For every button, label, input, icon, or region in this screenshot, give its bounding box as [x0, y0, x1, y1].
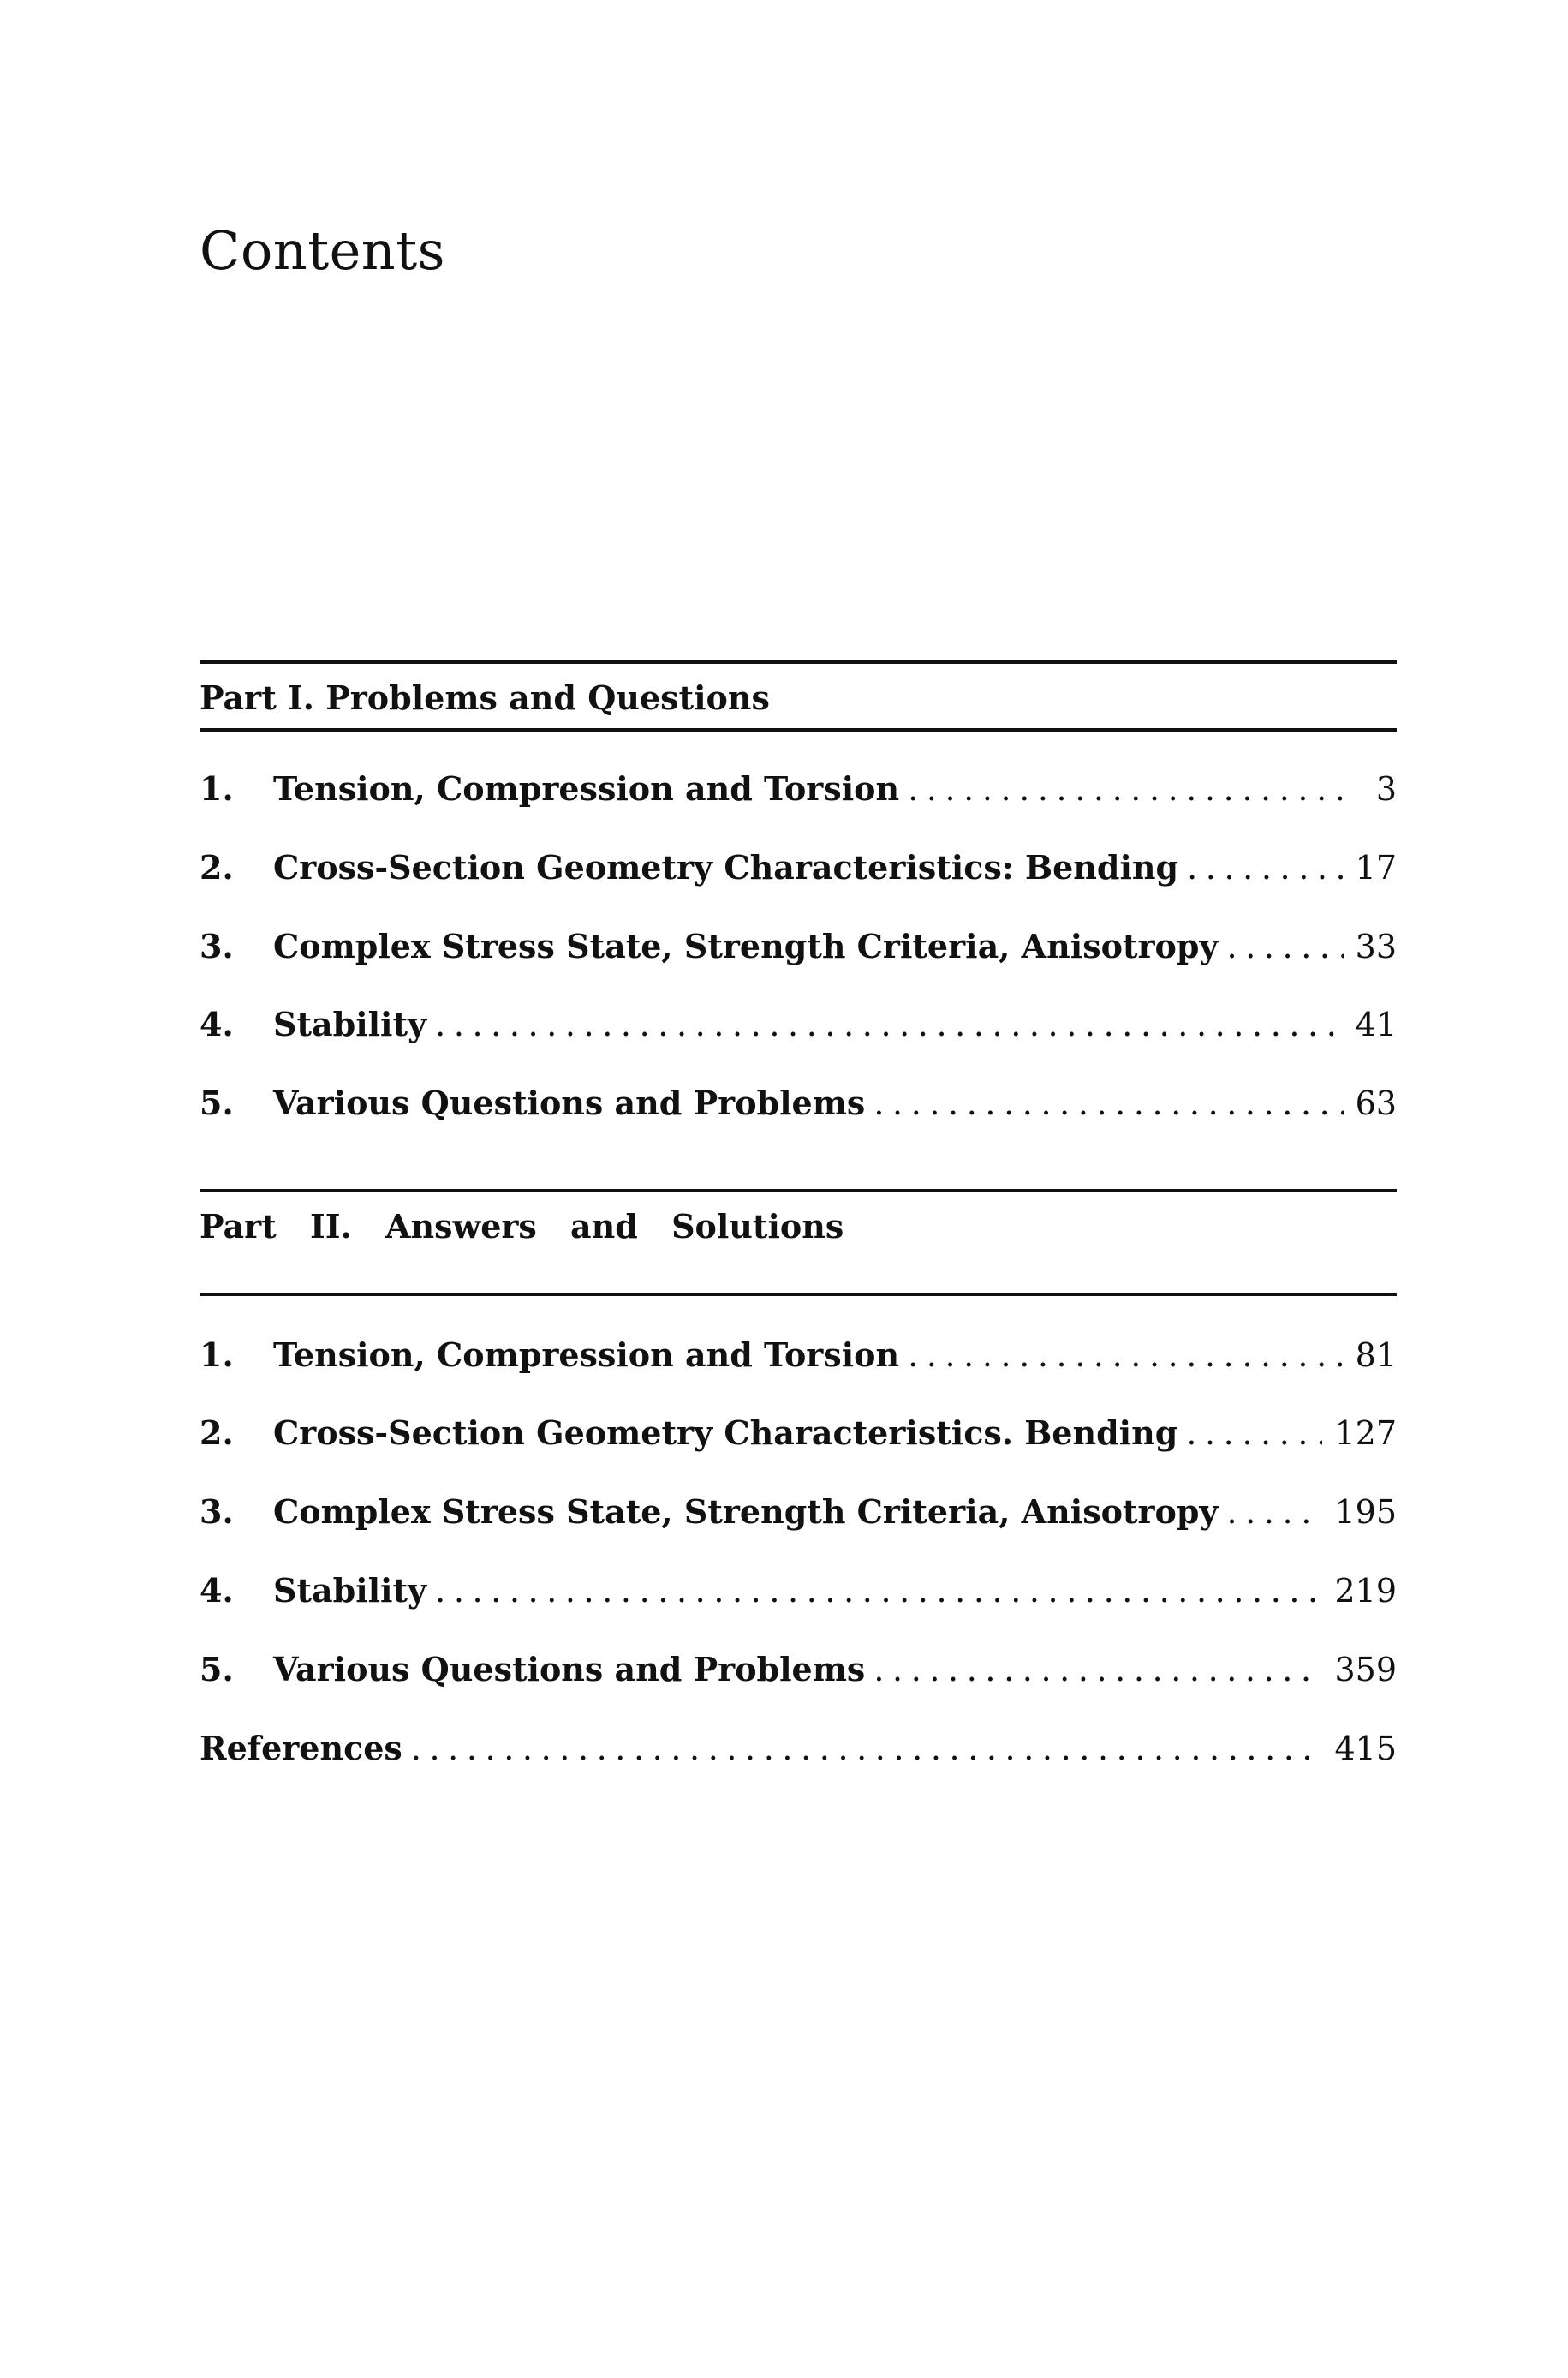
entry-title: Stability: [273, 1571, 427, 1610]
entry-title: Complex Stress State, Strength Criteria, Anisotropy: [273, 1492, 1219, 1531]
entry-page-number: 41: [1355, 1006, 1397, 1043]
dot-leader: [1227, 925, 1344, 968]
entry-title: Stability: [273, 1005, 427, 1043]
entry-number: 5.: [200, 1084, 234, 1122]
entry-page-number: 3: [1375, 770, 1397, 808]
part-1-top-rule: [200, 660, 1397, 664]
entry-number: 3.: [200, 1492, 234, 1531]
toc-entry-part1-ch2[interactable]: [200, 846, 1397, 889]
toc-entry-part2-ch4[interactable]: [200, 1569, 1397, 1612]
entry-number: 1.: [200, 1335, 234, 1374]
entry-title: Cross-Section Geometry Characteristics: Bending: [273, 848, 1179, 887]
entry-title: References: [200, 1729, 402, 1767]
entry-number: 2.: [200, 1413, 234, 1452]
toc-entry-part1-ch5[interactable]: [200, 1082, 1397, 1125]
dot-leader: [1227, 1491, 1323, 1533]
entry-page-number: 81: [1355, 1336, 1397, 1374]
entry-page-number: 415: [1334, 1730, 1397, 1767]
dot-leader: [1186, 1412, 1322, 1455]
dot-leader: [908, 1334, 1344, 1377]
toc-entry-part1-ch3[interactable]: [200, 925, 1397, 968]
toc-entry-part2-ch5[interactable]: [200, 1648, 1397, 1691]
dot-leader: [873, 1082, 1343, 1125]
entry-number: 4.: [200, 1005, 234, 1043]
entry-page-number: 63: [1355, 1084, 1397, 1122]
entry-page-number: 195: [1334, 1493, 1397, 1531]
toc-entry-references[interactable]: [200, 1727, 1397, 1770]
part-2-top-rule: [200, 1189, 1397, 1192]
dot-leader: [411, 1727, 1323, 1770]
dot-leader: [908, 768, 1347, 810]
toc-entry-part2-ch2[interactable]: [200, 1412, 1397, 1455]
entry-title: Complex Stress State, Strength Criteria, Anisotropy: [273, 927, 1219, 965]
toc-entry-part1-ch1[interactable]: [200, 768, 1397, 810]
entry-title: Tension, Compression and Torsion: [273, 769, 900, 808]
part-2-heading: Part II. Answers and Solutions: [200, 1207, 844, 1246]
part-2-bottom-rule: [200, 1293, 1397, 1296]
entry-title: Various Questions and Problems: [273, 1650, 866, 1688]
entry-page-number: 127: [1334, 1414, 1397, 1452]
entry-number: 1.: [200, 769, 234, 808]
part-1-heading: Part I. Problems and Questions: [200, 678, 770, 717]
dot-leader: [435, 1569, 1322, 1612]
toc-entry-part1-ch4[interactable]: [200, 1003, 1397, 1046]
dot-leader: [1187, 846, 1344, 889]
entry-page-number: 17: [1355, 849, 1397, 887]
entry-number: 5.: [200, 1650, 234, 1688]
entry-page-number: 219: [1334, 1572, 1397, 1610]
dot-leader: [873, 1648, 1322, 1691]
entry-title: Various Questions and Problems: [273, 1084, 866, 1122]
part-1-bottom-rule: [200, 728, 1397, 732]
entry-title: Tension, Compression and Torsion: [273, 1335, 900, 1374]
toc-entry-part2-ch1[interactable]: [200, 1334, 1397, 1377]
entry-page-number: 33: [1355, 928, 1397, 965]
entry-number: 3.: [200, 927, 234, 965]
entry-number: 2.: [200, 848, 234, 887]
page-title: Contents: [200, 219, 445, 282]
entry-page-number: 359: [1334, 1651, 1397, 1688]
dot-leader: [435, 1003, 1344, 1046]
toc-entry-part2-ch3[interactable]: [200, 1491, 1397, 1533]
entry-number: 4.: [200, 1571, 234, 1610]
entry-title: Cross-Section Geometry Characteristics. Bending: [273, 1413, 1178, 1452]
